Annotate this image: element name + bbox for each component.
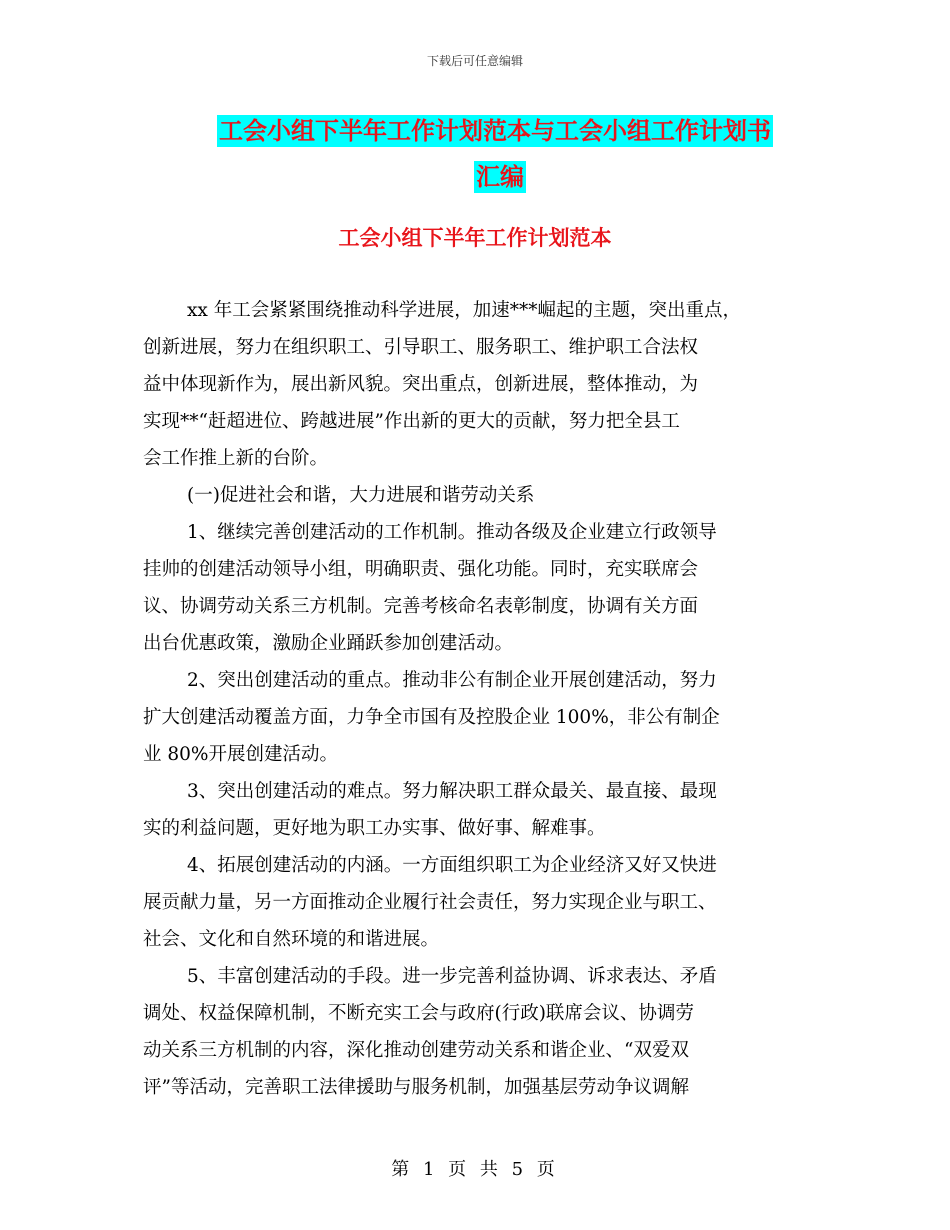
text-line: 3、突出创建活动的难点。努力解决职工群众最关、最直接、最现 (187, 781, 717, 802)
text-line: xx 年工会紧紧围绕推动科学进展，加速***崛起的主题，突出重点， (187, 300, 741, 321)
text-line: 5、丰富创建活动的手段。进一步完善利益协调、诉求表达、矛盾 (187, 966, 717, 987)
text-line: 实现**“赶超进位、跨越进展”作出新的更大的贡献，努力把全县工 (143, 411, 680, 432)
text-line: 评”等活动，完善职工法律援助与服务机制，加强基层劳动争议调解 (143, 1077, 689, 1098)
text-line: 4、拓展创建活动的内涵。一方面组织职工为企业经济又好又快进 (187, 855, 717, 876)
text-line: 挂帅的创建活动领导小组，明确职责、强化功能。同时，充实联席会 (143, 559, 699, 580)
text-line: 展贡献力量，另一方面推动企业履行社会责任，努力实现企业与职工、 (143, 892, 717, 913)
header-note: 下载后可任意编辑 (426, 54, 523, 68)
text-line: 扩大创建活动覆盖方面，力争全市国有及控股企业 100%，非公有制企 (143, 707, 720, 728)
document-title (190, 108, 810, 200)
text-line: 动关系三方机制的内容，深化推动创建劳动关系和谐企业、“双爱双 (143, 1040, 689, 1061)
title-line-1: 工会小组下半年工作计划范本与工会小组工作计划书 (219, 117, 771, 145)
body-text (143, 292, 833, 1106)
text-line: 实的利益问题，更好地为职工办实事、做好事、解难事。 (143, 818, 606, 839)
title-line-2: 汇编 (476, 163, 524, 191)
text-line: 议、协调劳动关系三方机制。完善考核命名表彰制度，协调有关方面 (143, 596, 699, 617)
text-line: 业 80%开展创建活动。 (143, 744, 339, 765)
text-line: 出台优惠政策，激励企业踊跃参加创建活动。 (143, 633, 514, 654)
text-line: 益中体现新作为，展出新风貌。突出重点，创新进展，整体推动，为 (143, 374, 699, 395)
section-title: 工会小组下半年工作计划范本 (338, 226, 612, 250)
text-line: 会工作推上新的台阶。 (143, 448, 329, 469)
text-line: 创新进展，努力在组织职工、引导职工、服务职工、维护职工合法权 (143, 337, 699, 358)
text-line: (一)促进社会和谐，大力进展和谐劳动关系 (187, 485, 535, 506)
text-line: 2、突出创建活动的重点。推动非公有制企业开展创建活动，努力 (187, 670, 717, 691)
text-line: 社会、文化和自然环境的和谐进展。 (143, 929, 440, 950)
text-line: 1、继续完善创建活动的工作机制。推动各级及企业建立行政领导 (187, 522, 717, 543)
page-footer: 第 1 页 共 5 页 (391, 1159, 559, 1180)
text-line: 调处、权益保障机制，不断充实工会与政府(行政)联席会议、协调劳 (143, 1003, 694, 1024)
